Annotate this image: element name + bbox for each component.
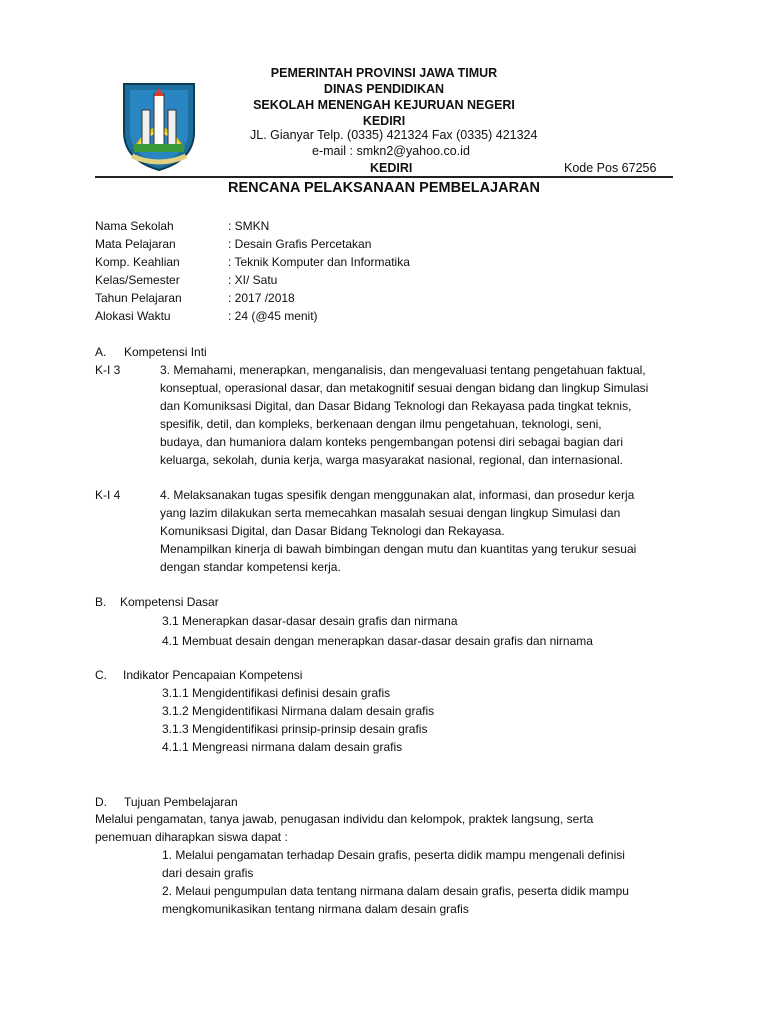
header-line-1: PEMERINTAH PROVINSI JAWA TIMUR [270, 66, 498, 80]
identity-value: : 2017 /2018 [228, 291, 295, 305]
identity-label: Nama Sekolah [95, 219, 174, 233]
ki4-line: Menampilkan kinerja di bawah bimbingan dengan mutu dan kuantitas yang terukur sesuai [160, 542, 637, 556]
header-address: JL. Gianyar Telp. (0335) 421324 Fax (0335) 421324 [250, 128, 538, 142]
ki3-line: spesifik, detil, dan kompleks, berkenaan dengan ilmu pengetahuan, teknologi, seni, [160, 417, 602, 431]
section-d-letter: D. [95, 795, 107, 809]
indicator-item: 3.1.3 Mengidentifikasi prinsip-prinsip desain grafis [162, 722, 428, 736]
identity-value: : XI/ Satu [228, 273, 278, 287]
kd-item: 3.1 Menerapkan dasar-dasar desain grafis dan nirmana [162, 614, 458, 628]
ki3-code: K-I 3 [95, 363, 121, 377]
ki3-line: 3. Memahami, menerapkan, menganalisis, dan mengevaluasi tentang pengetahuan faktual, [160, 363, 646, 377]
header-city: KEDIRI [370, 161, 413, 175]
page-title: RENCANA PELAKSANAAN PEMBELAJARAN [227, 180, 541, 196]
identity-label: Tahun Pelajaran [95, 291, 182, 305]
kd-item: 4.1 Membuat desain dengan menerapkan dasar-dasar desain grafis dan nirnama [162, 634, 593, 648]
identity-label: Mata Pelajaran [95, 237, 176, 251]
header-line-3: SEKOLAH MENENGAH KEJURUAN NEGERI [253, 98, 515, 112]
ki3-line: budaya, dan humaniora dalam konteks pengembangan potensi diri sebagai bagian dari [160, 435, 623, 449]
section-a-letter: A. [95, 345, 107, 359]
ki4-line: dengan standar kompetensi kerja. [160, 560, 341, 574]
header-line-2: DINAS PENDIDIKAN [323, 82, 445, 96]
header-divider [95, 176, 673, 178]
section-c-letter: C. [95, 668, 107, 682]
indicator-item: 4.1.1 Mengreasi nirmana dalam desain grafis [162, 740, 403, 754]
section-b-title: Kompetensi Dasar [120, 595, 219, 609]
indicator-item: 3.1.1 Mengidentifikasi definisi desain grafis [162, 686, 391, 700]
ki4-code: K-I 4 [95, 488, 121, 502]
identity-label: Kelas/Semester [95, 273, 180, 287]
ki4-line: yang lazim dilakukan serta memecahkan masalah sesuai dengan lingkup Simulasi dan [160, 506, 621, 520]
identity-value: : Teknik Komputer dan Informatika [228, 255, 410, 269]
ki4-line: 4. Melaksanakan tugas spesifik dengan menggunakan alat, informasi, dan prosedur kerja [160, 488, 635, 502]
header-postal: Kode Pos 67256 [564, 161, 657, 175]
header-email: e-mail : smkn2@yahoo.co.id [312, 144, 470, 158]
objective-line: 2. Melaui pengumpulan data tentang nirmana dalam desain grafis, peserta didik mampu [162, 884, 629, 898]
identity-value: : SMKN [228, 219, 270, 233]
section-d-intro: Melalui pengamatan, tanya jawab, penugasan individu dan kelompok, praktek langsung, serta [95, 812, 594, 826]
objective-line: dari desain grafis [162, 866, 254, 880]
identity-value: : Desain Grafis Percetakan [228, 237, 372, 251]
section-c-title: Indikator Pencapaian Kompetensi [123, 668, 303, 682]
objective-line: mengkomunikasikan tentang nirmana dalam desain grafis [162, 902, 469, 916]
ki3-line: konseptual, operasional dasar, dan metakognitif sesuai dengan bidang dan lingkup Simulasi [160, 381, 649, 395]
ki3-line: dan Komuniksasi Digital, dan Dasar Bidang Teknologi dan Rekayasa pada tingkat teknis, [160, 399, 632, 413]
section-d-title: Tujuan Pembelajaran [124, 795, 238, 809]
identity-label: Komp. Keahlian [95, 255, 180, 269]
ki3-line: keluarga, sekolah, dunia kerja, warga masyarakat nasional, regional, dan internasional. [160, 453, 623, 467]
ki4-line: Komuniksasi Digital, dan Dasar Bidang Teknologi dan Rekayasa. [160, 524, 505, 538]
identity-value: : 24 (@45 menit) [228, 309, 318, 323]
section-d-intro: penemuan diharapkan siswa dapat : [95, 830, 288, 844]
section-a-title: Kompetensi Inti [124, 345, 207, 359]
indicator-item: 3.1.2 Mengidentifikasi Nirmana dalam desain grafis [162, 704, 435, 718]
header-line-4: KEDIRI [362, 114, 406, 128]
section-b-letter: B. [95, 595, 107, 609]
objective-line: 1. Melalui pengamatan terhadap Desain grafis, peserta didik mampu mengenali definisi [162, 848, 625, 862]
identity-label: Alokasi Waktu [95, 309, 171, 323]
